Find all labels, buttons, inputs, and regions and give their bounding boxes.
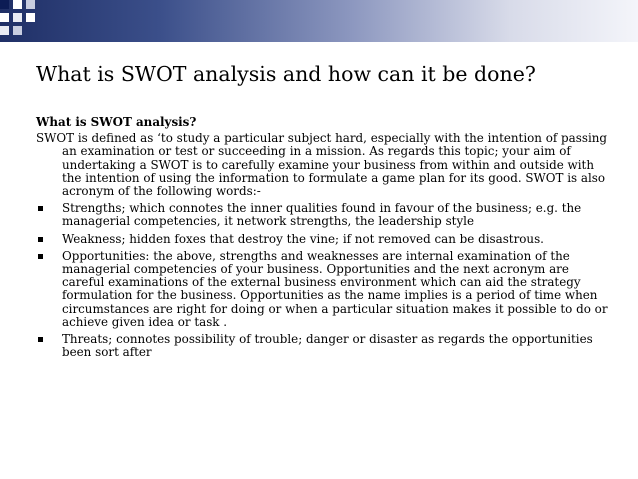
bullet-text: Weakness; hidden foxes that destroy the vine; if not removed can be disastrous.: [62, 231, 544, 246]
decor-square: [13, 26, 22, 35]
decor-square: [0, 26, 9, 35]
bullet-text: Strengths; which connotes the inner qualities found in favour of the business; e.g. the managerial competencies, it network strengths, the leadership style: [62, 201, 582, 229]
decor-square: [13, 13, 22, 22]
decor-square: [26, 13, 35, 22]
decor-square: [26, 0, 35, 9]
square-bullet-icon: [38, 254, 43, 259]
bullet-item-weakness: [36, 233, 610, 246]
square-bullet-icon: [38, 237, 43, 242]
bullet-text: Threats; connotes possibility of trouble; danger or disaster as regards the opportunities been sort after: [62, 332, 593, 360]
decor-square: [0, 0, 9, 9]
slide-title: What is SWOT analysis and how can it be done?: [36, 62, 536, 86]
bullet-item-strengths: [36, 202, 610, 228]
header-decoration-band: [0, 0, 638, 42]
bullet-item-opportunities: [36, 250, 610, 329]
decor-square: [0, 13, 9, 22]
slide-content: [36, 116, 610, 363]
subheading: What is SWOT analysis?: [36, 115, 197, 129]
bullet-text: Opportunities: the above, strengths and weaknesses are internal examination of the managerial competencies of your business. Opportunities and the next acronym are careful examinations of the external business environment which can aid the strategy formulation for the business. Opportunities as the name implies is a period of time when circumstances are right for doing or when a particular situation makes it possible to do or achieve given idea or task .: [62, 248, 608, 329]
bullet-item-threats: [36, 333, 610, 359]
square-bullet-icon: [38, 337, 43, 342]
intro-paragraph: SWOT is defined as ‘to study a particular subject hard, especially with the intention of passing an examination or test or succeeding in a mission. As regards this topic; your aim of undertaking a SWOT is to carefully examine your business from within and outside with the intention of using the information to formulate a game plan for its good. SWOT is also acronym of the following words:-: [36, 131, 608, 199]
decor-square: [13, 0, 22, 9]
square-bullet-icon: [38, 206, 43, 211]
